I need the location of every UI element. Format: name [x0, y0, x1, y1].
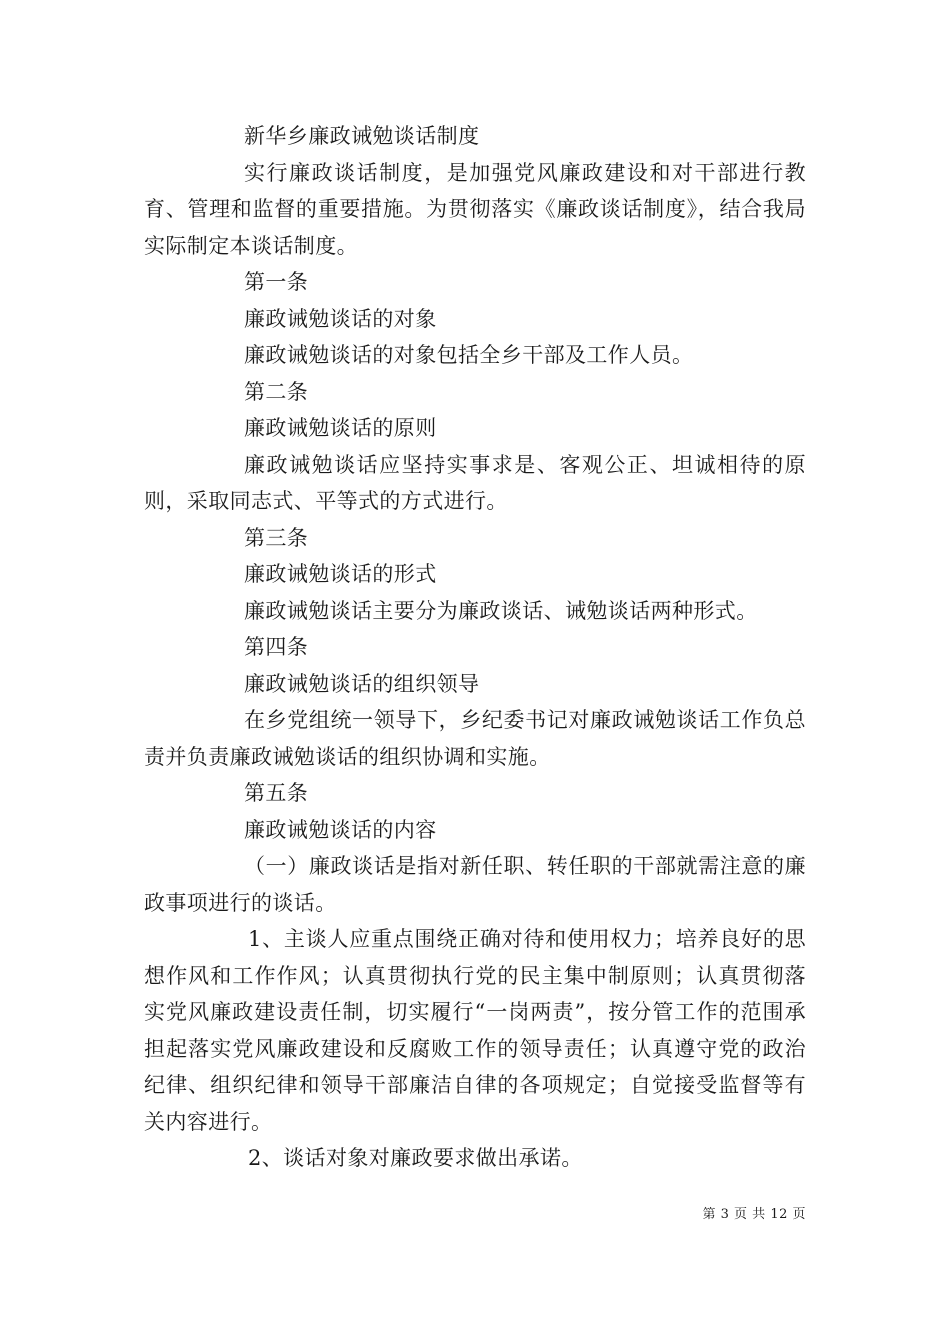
article-3-subtitle: 廉政诫勉谈话的形式	[244, 562, 437, 586]
article-3-body: 廉政诫勉谈话主要分为廉政谈话、诫勉谈话两种形式。	[244, 598, 758, 623]
article-3-heading: 第三条	[244, 525, 309, 550]
article-5-item-1-point-2: 2、谈话对象对廉政要求做出承诺。	[248, 1146, 583, 1170]
article-1-heading: 第一条	[244, 270, 309, 294]
article-1-body: 廉政诫勉谈话的对象包括全乡干部及工作人员。	[244, 343, 694, 367]
article-4-subtitle: 廉政诫勉谈话的组织领导	[244, 671, 480, 696]
paragraph-intro: 实行廉政谈话制度，是加强党风廉政建设和对干部进行教育、管理和监督的重要措施。为贯彻落实《廉政谈话制度》，结合我局实际制定本谈话制度。	[144, 160, 806, 258]
article-4-body: 在乡党组统一领导下，乡纪委书记对廉政诫勉谈话工作负总责并负责廉政诫勉谈话的组织协调和实施。	[144, 708, 806, 769]
article-4-heading: 第四条	[244, 635, 309, 659]
document-body	[144, 118, 806, 1177]
document-title: 新华乡廉政诫勉谈话制度	[244, 124, 480, 148]
article-2-body: 廉政诫勉谈话应坚持实事求是、客观公正、坦诚相待的原则，采取同志式、平等式的方式进行。	[144, 452, 806, 513]
article-1-subtitle: 廉政诫勉谈话的对象	[244, 306, 437, 331]
article-2-heading: 第二条	[244, 379, 309, 404]
page-indicator: 第 3 页 共 12 页	[702, 1207, 806, 1222]
article-2-subtitle: 廉政诫勉谈话的原则	[244, 416, 437, 440]
article-5-item-1-point-1: 1、主谈人应重点围绕正确对待和使用权力；培养良好的思想作风和工作作风；认真贯彻执行党的民主集中制原则；认真贯彻落实党风廉政建设责任制，切实履行“一岗两责”，按分管工作的范围承担起落实党风廉政建设和反腐败工作的领导责任；认真遵守党的政治纪律、组织纪律和领导干部廉洁自律的各项规定；自觉接受监督等有关内容进行。	[144, 927, 806, 1134]
article-5-item-1: （一）廉政谈话是指对新任职、转任职的干部就需注意的廉政事项进行的谈话。	[144, 854, 806, 915]
article-5-heading: 第五条	[244, 781, 309, 805]
article-5-subtitle: 廉政诫勉谈话的内容	[244, 817, 437, 842]
